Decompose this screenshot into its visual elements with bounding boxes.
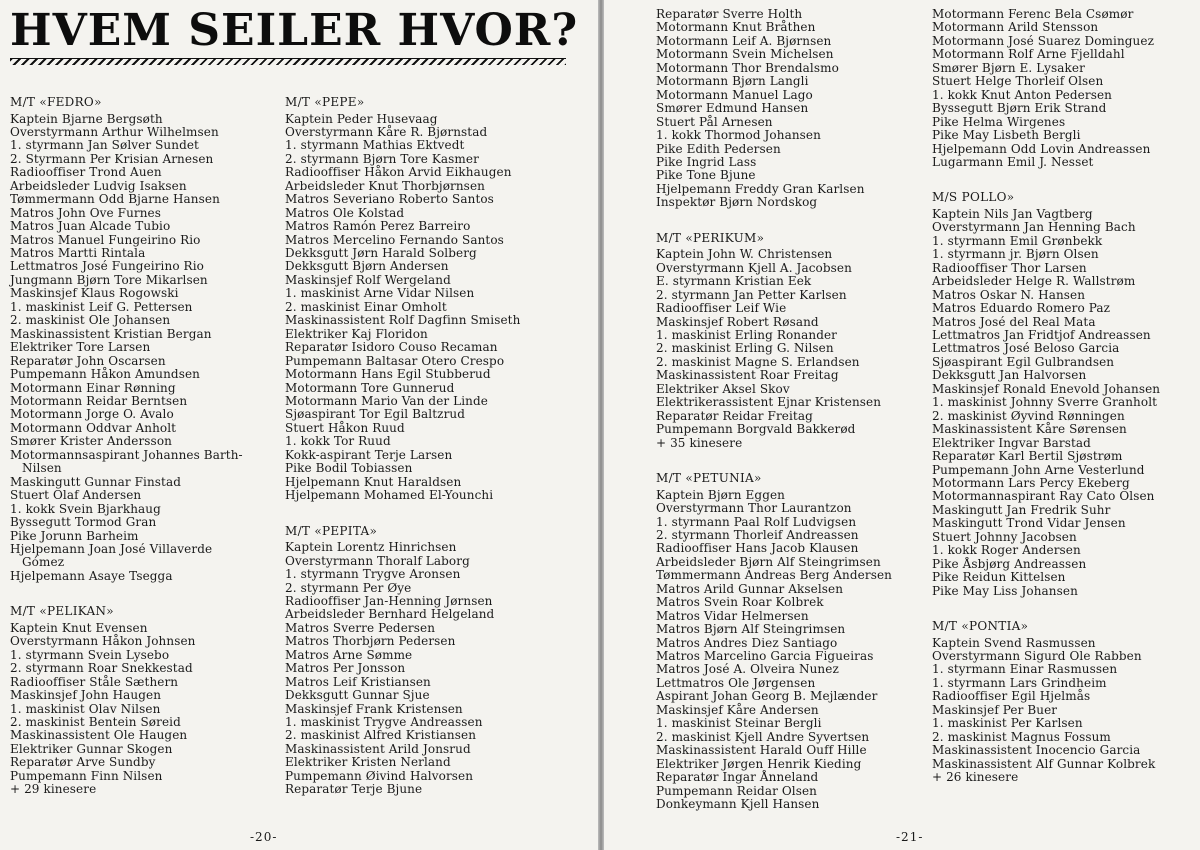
crew-entry: Motormann Reidar Berntsen [10,394,188,409]
crew-entry: Motormann Jorge O. Avalo [10,407,174,422]
crew-entry: 1. styrmann Trygve Aronsen [285,567,461,582]
crew-entry: Pumpemann Reidar Olsen [656,783,817,798]
crew-entry: Smører Edmund Hansen [656,101,809,116]
crew-entry: Motormann Oddvar Anholt [10,420,177,435]
crew-entry: Hjelpemann Mohamed El-Younchi [285,488,494,503]
crew-entry: Arbeidsleder Ludvig Isaksen [10,178,187,193]
crew-entry: Motormann Arild Stensson [932,20,1099,35]
crew-entry: Motormann Leif A. Bjørnsen [656,33,832,48]
crew-entry: Elektriker Kristen Nerland [285,755,451,770]
crew-entry: Pike May Lisbeth Bergli [932,128,1081,143]
crew-entry: Lugarmann Emil J. Nesset [932,154,1094,169]
ship-section [285,525,520,797]
crew-entry: Matros Severiano Roberto Santos [285,192,494,207]
crew-entry: Lettmatros Ole Jørgensen [656,675,816,690]
crew-entry: Matros Andres Diez Santiago [656,635,838,650]
crew-entry: Pike May Liss Johansen [932,583,1078,598]
crew-entry: Kaptein Bjarne Bergsøth [10,111,163,126]
crew-entry: Stuert Håkon Ruud [285,420,405,435]
crew-entry: 2. styrmann Per Øye [285,580,412,595]
crew-entry: + 29 kinesere [10,782,97,797]
crew-entry: 2. maskinist Einar Omholt [285,299,447,314]
crew-entry: Kokk-aspirant Terje Larsen [285,447,453,462]
crew-entry: Maskinsjef Frank Kristensen [285,701,463,716]
crew-entry: Matros Ole Kolstad [285,205,405,220]
crew-entry: Reparatør John Oscarsen [10,353,166,368]
crew-entry: 1. maskinist Olav Nilsen [10,701,161,716]
ship-section [656,472,892,811]
ship-heading: M/T «PERIKUM» [656,230,765,245]
crew-entry: 1. maskinist Steinar Bergli [656,716,822,731]
crew-entry: 1. styrmann Lars Grindheim [932,675,1107,690]
crew-entry: Maskinsjef John Haugen [10,688,162,703]
crew-entry: Elektriker Aksel Skov [656,381,790,396]
crew-entry: Elektriker Tore Larsen [10,340,151,355]
crew-entry: Motormann Lars Percy Ekeberg [932,476,1130,490]
crew-entry: Maskinsjef Robert Røsand [656,314,819,329]
crew-entry: Overstyrmann Kjell A. Jacobsen [656,260,852,275]
crew-entry: 2. maskinist Ole Johansen [10,313,171,328]
crew-entry: Hjelpemann Joan José Villaverde [10,542,213,556]
crew-entry: Maskinassistent Inocencio Garcia [932,743,1141,758]
crew-entry: Matros Bjørn Alf Steingrimsen [656,622,846,637]
crew-entry: Elektriker Gunnar Skogen [10,741,173,756]
crew-entry: Tømmermann Andreas Berg Andersen [656,568,892,583]
right-column-2 [932,8,1160,807]
crew-entry: Matros Vidar Helmersen [656,608,809,623]
ship-heading: M/T «PELIKAN» [10,604,114,619]
crew-entry: Motormann José Suarez Dominguez [932,33,1155,48]
crew-entry: Pike Bodil Tobiassen [285,461,413,476]
crew-entry: 2. maskinist Erling G. Nilsen [656,341,834,356]
crew-entry: 1. kokk Svein Bjarkhaug [10,501,161,516]
page-number-left: -20- [250,830,278,844]
crew-entry: Overstyrmann Håkon Johnsen [10,634,196,649]
crew-entry: 2. maskinist Magne S. Erlandsen [656,354,860,369]
crew-entry: Matros Arne Sømme [285,647,413,662]
crew-entry: Stuert Johnny Jacobsen [932,529,1077,544]
crew-entry: Kaptein John W. Christensen [656,247,833,262]
crew-entry: 1. kokk Tor Ruud [285,434,391,449]
ship-section [285,96,520,503]
crew-entry: Matros Sverre Pedersen [285,620,436,635]
crew-entry: Kaptein Bjørn Eggen [656,487,786,502]
crew-entry: Maskinsjef Per Buer [932,702,1058,717]
crew-entry: Motormann Svein Michelsen [656,47,834,62]
crew-entry: Maskinsjef Kåre Andersen [656,702,819,717]
crew-entry: Hjelpemann Odd Lovin Andreassen [932,141,1151,156]
ship-heading: M/T «PEPE» [285,95,365,109]
crew-entry: 1. maskinist Leif G. Pettersen [10,299,193,314]
crew-entry: Elektrikerassistent Ejnar Kristensen [656,395,882,410]
ship-heading: M/S POLLO» [932,190,1015,205]
crew-entry: Dekksgutt Bjørn Andersen [285,259,449,274]
crew-entry: Dekksgutt Gunnar Sjue [285,688,430,703]
crew-entry: Lettmatros José Beloso Garcia [932,341,1120,356]
crew-entry: Matros José del Real Mata [932,314,1096,329]
crew-entry: Pike Helma Wirgenes [932,114,1066,129]
crew-entry: Matros Oskar N. Hansen [932,287,1086,302]
crew-entry: Motormann Ferenc Bela Csømør [932,7,1134,21]
ship-heading: M/T «PONTIA» [932,619,1029,634]
crew-entry: Overstyrmann Jan Henning Bach [932,220,1136,235]
crew-entry: Maskinassistent Alf Gunnar Kolbrek [932,756,1156,771]
crew-entry: Maskingutt Jan Fredrik Suhr [932,502,1111,517]
crew-entry: 1. styrmann jr. Bjørn Olsen [932,247,1099,262]
crew-entry: Matros Eduardo Romero Paz [932,301,1111,316]
crew-entry: Radiooffiser Egil Hjelmås [932,689,1091,704]
crew-entry: Maskinassistent Kåre Sørensen [932,422,1127,437]
crew-entry: Matros Arild Gunnar Akselsen [656,581,844,596]
crew-entry: 1. styrmann Paal Rolf Ludvigsen [656,514,857,529]
crew-entry: Pumpemann Øivind Halvorsen [285,768,474,783]
crew-entry: Donkeymann Kjell Hansen [656,797,820,812]
ship-section [932,8,1160,169]
crew-entry: Lettmatros José Fungeirino Rio [10,259,204,274]
crew-entry: Matros Mercelino Fernando Santos [285,232,504,247]
crew-list [932,637,1160,785]
crew-entry: Motormann Bjørn Langli [656,74,809,89]
crew-entry: 2. styrmann Bjørn Tore Kasmer [285,151,479,166]
crew-entry: Maskinassistent Kristian Bergan [10,326,212,341]
crew-list [656,248,892,450]
crew-entry: 2. maskinist Alfred Kristiansen [285,728,477,743]
crew-entry: 1. maskinist Trygve Andreassen [285,715,483,730]
crew-entry: Motormann Einar Rønning [10,380,176,395]
crew-entry: Overstyrmann Sigurd Ole Rabben [932,649,1142,664]
crew-entry: Stuert Pål Arnesen [656,114,773,129]
crew-entry: Reparatør Isidoro Couso Recaman [285,340,498,355]
crew-entry: Maskinassistent Ole Haugen [10,728,188,743]
crew-entry: 1. maskinist Arne Vidar Nilsen [285,286,475,301]
crew-list [285,113,520,503]
crew-entry: Matros Thorbjørn Pedersen [285,634,456,649]
crew-entry: Pike Tone Bjune [656,168,756,183]
crew-entry: Motormann Manuel Lago [656,87,813,102]
crew-entry: Lettmatros Jan Fridtjof Andreassen [932,328,1151,343]
crew-entry: 1. maskinist Johnny Sverre Granholt [932,395,1158,410]
crew-entry: 1. styrmann Jan Sølver Sundet [10,138,199,153]
crew-entry: Stuert Helge Thorleif Olsen [932,74,1104,89]
crew-entry: Kaptein Lorentz Hinrichsen [285,540,457,555]
right-column-1 [656,8,892,833]
crew-entry: Elektriker Jørgen Henrik Kieding [656,756,862,771]
crew-entry: Matros Ramón Perez Barreiro [285,219,471,234]
crew-entry: 2. Styrmann Per Krisian Arnesen [10,151,214,166]
crew-entry: Dekksgutt Jørn Harald Solberg [285,246,477,261]
crew-list [932,208,1160,598]
crew-entry: Inspektør Bjørn Nordskog [656,195,818,210]
crew-entry: Matros Marcelino Garcia Figueiras [656,649,874,664]
ship-section [656,8,892,210]
crew-entry: Overstyrmann Thoralf Laborg [285,553,470,568]
crew-entry: Sjøaspirant Tor Egil Baltzrud [285,407,466,422]
crew-entry: Maskingutt Trond Vidar Jensen [932,516,1126,531]
page-number-right: -21- [896,830,924,844]
crew-entry: Pumpemann Borgvald Bakkerød [656,422,856,437]
crew-entry: Smører Krister Andersson [10,434,172,449]
crew-entry: Pumpemann Håkon Amundsen [10,367,200,382]
crew-entry: Hjelpemann Knut Haraldsen [285,474,462,489]
crew-entry: Motormann Thor Brendalsmo [656,60,839,75]
crew-entry: Maskinsjef Klaus Rogowski [10,286,179,301]
crew-entry: 2. maskinist Kjell Andre Syvertsen [656,729,870,744]
crew-entry: Elektriker Kaj Floridon [285,326,428,341]
crew-entry: Reparatør Ingar Ånneland [656,770,819,785]
crew-entry: Radiooffiser Jan-Henning Jørnsen [285,593,493,608]
crew-entry: + 35 kinesere [656,435,743,450]
crew-entry: 1. kokk Thormod Johansen [656,128,821,143]
crew-entry: Radiooffiser Thor Larsen [932,260,1087,275]
crew-list [932,8,1160,169]
crew-entry: 2. maskinist Øyvind Rønningen [932,408,1125,423]
crew-entry: Overstyrmann Thor Laurantzon [656,501,852,516]
crew-entry: Maskinassistent Harald Ouff Hille [656,743,867,758]
crew-entry: Pumpemann John Arne Vesterlund [932,462,1145,477]
crew-entry: Byssegutt Tormod Gran [10,515,157,530]
crew-entry: Pike Edith Pedersen [656,141,781,156]
ship-section [656,232,892,450]
crew-entry: Motormannaspirant Ray Cato Olsen [932,489,1155,504]
ship-section [10,605,243,796]
crew-entry: Matros Manuel Fungeirino Rio [10,232,201,247]
ship-section [10,96,243,583]
crew-entry: 1. styrmann Einar Rasmussen [932,662,1118,677]
crew-list [656,489,892,812]
crew-entry: Reparatør Arve Sundby [10,755,156,770]
crew-entry: Smører Bjørn E. Lysaker [932,60,1085,75]
right-page [604,0,1200,850]
crew-entry: Maskingutt Gunnar Finstad [10,474,181,489]
crew-entry: Overstyrmann Kåre R. Bjørnstad [285,124,488,139]
ship-section [932,191,1160,598]
crew-entry: 1. styrmann Emil Grønbekk [932,233,1103,248]
crew-entry: Motormann Hans Egil Stubberud [285,367,491,382]
crew-entry: 1. maskinist Per Karlsen [932,716,1083,731]
crew-entry: Arbeidsleder Bernhard Helgeland [285,607,495,622]
crew-entry: Maskinsjef Ronald Enevold Johansen [932,381,1161,396]
crew-entry: Radiooffiser Hans Jacob Klausen [656,541,859,556]
crew-list [10,113,243,584]
crew-entry: Maskinassistent Rolf Dagfinn Smiseth [285,313,521,328]
crew-entry: Kaptein Peder Husevaag [285,111,438,126]
crew-entry: Motormann Mario Van der Linde [285,394,488,409]
crew-entry: 2. styrmann Roar Snekkestad [10,661,193,676]
crew-entry: Pike Reidun Kittelsen [932,570,1066,585]
crew-entry: Byssegutt Bjørn Erik Strand [932,101,1107,116]
left-column-1 [10,96,243,819]
crew-entry: Aspirant Johan Georg B. Mejlænder [656,689,878,704]
crew-entry: 1. styrmann Svein Lysebo [10,647,170,662]
crew-entry: Matros John Ove Furnes [10,205,162,220]
crew-entry: Tømmermann Odd Bjarne Hansen [10,192,220,207]
crew-entry: Kaptein Svend Rasmussen [932,635,1096,650]
crew-entry: Reparatør Sverre Holth [656,7,803,21]
page-title: HVEM SEILER HVOR? [10,5,579,56]
crew-entry: Pumpemann Finn Nilsen [10,768,163,783]
crew-entry: Motormann Tore Gunnerud [285,380,455,395]
crew-entry: 1. kokk Roger Andersen [932,543,1081,558]
crew-entry: Arbeidsleder Helge R. Wallstrøm [932,274,1136,289]
crew-entry: E. styrmann Kristian Eek [656,274,812,289]
crew-entry: + 26 kinesere [932,770,1019,785]
crew-entry: 1. maskinist Erling Ronander [656,328,838,343]
crew-entry: Motormannsaspirant Johannes Barth- [10,447,243,462]
crew-entry: 1. kokk Knut Anton Pedersen [932,87,1113,102]
crew-entry: Maskinsjef Rolf Wergeland [285,272,451,287]
crew-entry: Radiooffiser Håkon Arvid Eikhaugen [285,165,512,180]
crew-entry: Hjelpemann Freddy Gran Karlsen [656,181,865,196]
crew-entry: Stuert Olaf Andersen [10,488,142,503]
crew-entry: Reparatør Reidar Freitag [656,408,813,423]
crew-entry: Radiooffiser Trond Auen [10,165,162,180]
left-column-2 [285,96,520,819]
crew-entry: Arbeidsleder Bjørn Alf Steingrimsen [656,554,881,569]
crew-entry: Nilsen [22,461,62,476]
crew-entry: 2. maskinist Magnus Fossum [932,729,1111,744]
crew-entry: Matros José A. Olveira Nunez [656,662,839,677]
crew-entry: 2. styrmann Jan Petter Karlsen [656,287,847,302]
crew-entry: Arbeidsleder Knut Thorbjørnsen [285,178,485,193]
crew-entry: Reparatør Karl Bertil Sjøstrøm [932,449,1123,464]
crew-entry: Elektriker Ingvar Barstad [932,435,1091,450]
crew-entry: Radiooffiser Ståle Sæthern [10,674,179,689]
crew-entry: Radiooffiser Leif Wie [656,301,787,316]
crew-list [285,541,520,797]
crew-entry: Reparatør Terje Bjune [285,782,423,797]
crew-list [656,8,892,210]
crew-entry: Jungmann Bjørn Tore Mikarlsen [10,272,208,287]
crew-entry: Dekksgutt Jan Halvorsen [932,368,1087,383]
ship-section [932,620,1160,784]
crew-list [10,622,243,797]
ship-heading: M/T «PETUNIA» [656,471,762,486]
crew-entry: 2. maskinist Bentein Søreid [10,715,181,730]
crew-entry: Motormann Knut Bråthen [656,20,816,35]
crew-entry: Pike Jorunn Barheim [10,528,139,543]
crew-entry: Maskinassistent Roar Freitag [656,368,839,383]
crew-entry: Pike Ingrid Lass [656,154,757,169]
left-page [0,0,598,850]
ship-heading: M/T «PEPITA» [285,523,378,538]
crew-entry: Matros Martti Rintala [10,246,146,261]
crew-entry: Motormann Rolf Arne Fjelldahl [932,47,1125,62]
crew-entry: Matros Per Jonsson [285,661,406,676]
ship-heading: M/T «FEDRO» [10,95,102,109]
crew-entry: Matros Svein Roar Kolbrek [656,595,824,610]
crew-entry: Pumpemann Baltasar Otero Crespo [285,353,505,368]
crew-entry: Sjøaspirant Egil Gulbrandsen [932,354,1115,369]
crew-entry: Kaptein Nils Jan Vagtberg [932,206,1093,221]
crew-entry: 1. styrmann Mathias Ektvedt [285,138,465,153]
crew-entry: Matros Leif Kristiansen [285,674,431,689]
crew-entry: Hjelpemann Asaye Tsegga [10,568,173,583]
crew-entry: Kaptein Knut Evensen [10,620,148,635]
crew-entry: Pike Åsbjørg Andreassen [932,556,1087,571]
crew-entry: 2. styrmann Thorleif Andreassen [656,527,859,542]
crew-entry: Overstyrmann Arthur Wilhelmsen [10,124,219,139]
title-wavy-rule [10,58,566,65]
crew-entry: Maskinassistent Arild Jonsrud [285,741,471,756]
crew-entry: Matros Juan Alcade Tubio [10,219,171,234]
crew-entry: Gómez [22,555,65,570]
